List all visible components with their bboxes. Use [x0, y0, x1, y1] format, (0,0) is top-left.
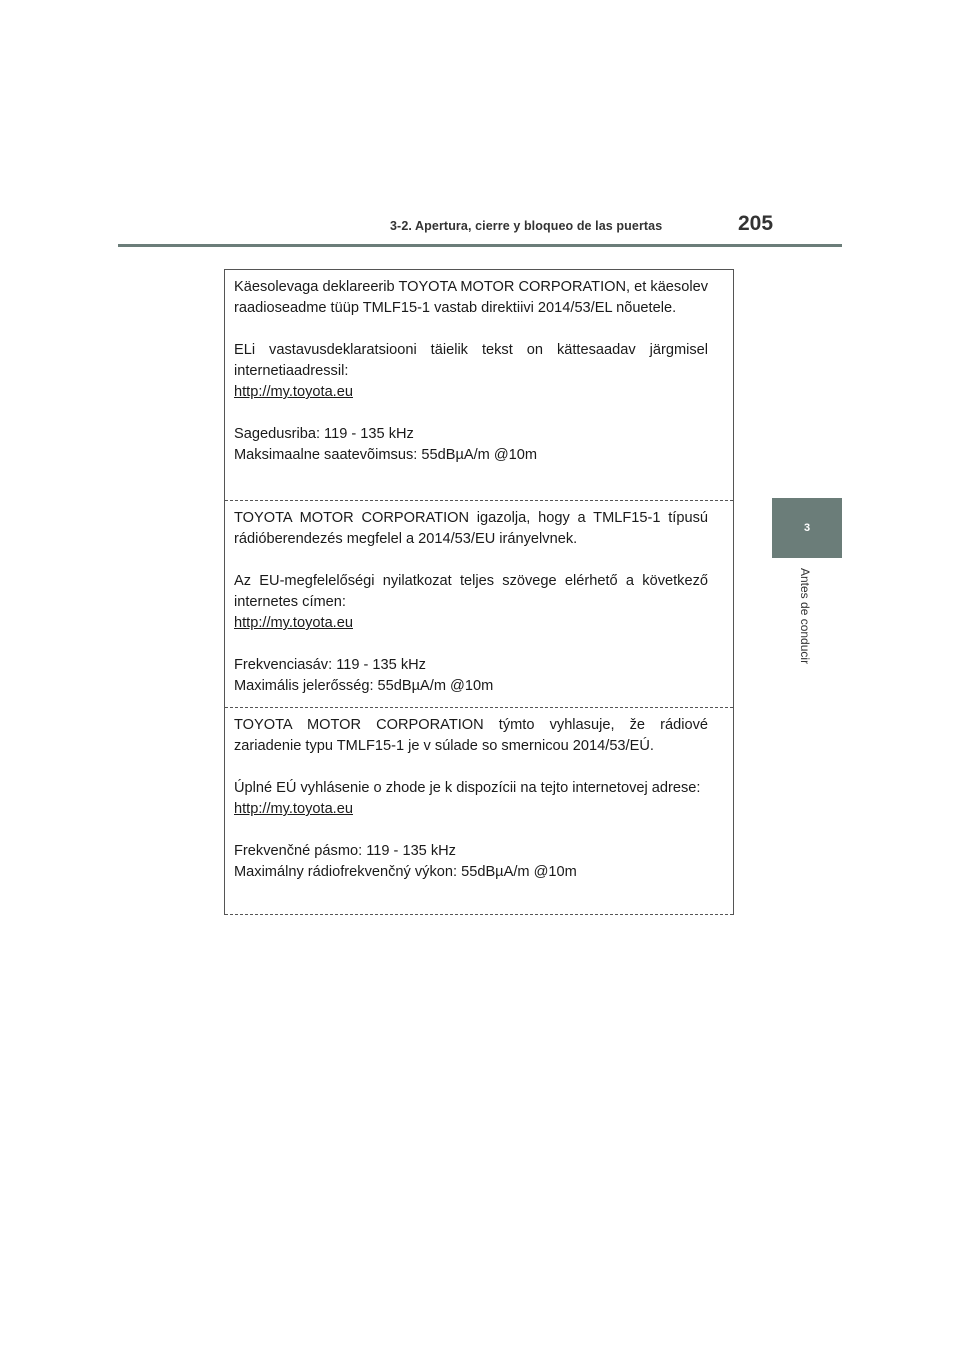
section-title: 3-2. Apertura, cierre y bloqueo de las puertas — [390, 219, 663, 233]
toyota-link[interactable]: http://my.toyota.eu — [234, 384, 353, 400]
full-text-note: Úplné EÚ vyhlásenie o zhode je k dispozícii na tejto internetovej adrese: — [234, 780, 701, 796]
declaration-box — [224, 269, 734, 915]
power-spec: Maximálny rádiofrekvenčný výkon: 55dBµA/m @10m — [234, 864, 577, 880]
chapter-number: 3 — [803, 522, 811, 534]
declaration-hungarian — [225, 501, 733, 708]
toyota-link[interactable]: http://my.toyota.eu — [234, 801, 353, 817]
frequency-spec: Sagedusriba: 119 - 135 kHz — [234, 426, 414, 442]
frequency-spec: Frekvenciasáv: 119 - 135 kHz — [234, 657, 426, 673]
power-spec: Maximális jelerősség: 55dBµA/m @10m — [234, 678, 494, 694]
chapter-title: Antes de conducir — [798, 568, 812, 665]
chapter-tab — [772, 498, 842, 558]
page-number: 205 — [738, 212, 774, 235]
frequency-spec: Frekvenčné pásmo: 119 - 135 kHz — [234, 843, 456, 859]
toyota-link[interactable]: http://my.toyota.eu — [234, 615, 353, 631]
declaration-statement: TOYOTA MOTOR CORPORATION igazolja, hogy a TMLF15-1 típusú rádióberendezés megfelel a 2014/53/EU irányelvnek. — [234, 510, 708, 547]
declaration-slovak — [225, 708, 733, 915]
power-spec: Maksimaalne saatevõimsus: 55dBµA/m @10m — [234, 447, 538, 463]
full-text-note: Az EU-megfelelőségi nyilatkozat teljes szövege elérhető a következő internetes címen: — [234, 573, 708, 610]
declaration-statement: Käesolevaga deklareerib TOYOTA MOTOR CORPORATION, et käesolev raadioseadme tüüp TMLF15-1 vastab direktiivi 2014/53/EL nõuetele. — [234, 279, 708, 316]
declaration-statement: TOYOTA MOTOR CORPORATION týmto vyhlasuje, že rádiové zariadenie typu TMLF15-1 je v súlade so smernicou 2014/53/EÚ. — [234, 717, 708, 754]
full-text-note: ELi vastavusdeklaratsiooni täielik tekst on kättesaadav järgmisel internetiaadressil: — [234, 342, 708, 379]
header-divider — [118, 244, 842, 247]
declaration-estonian — [225, 270, 733, 501]
